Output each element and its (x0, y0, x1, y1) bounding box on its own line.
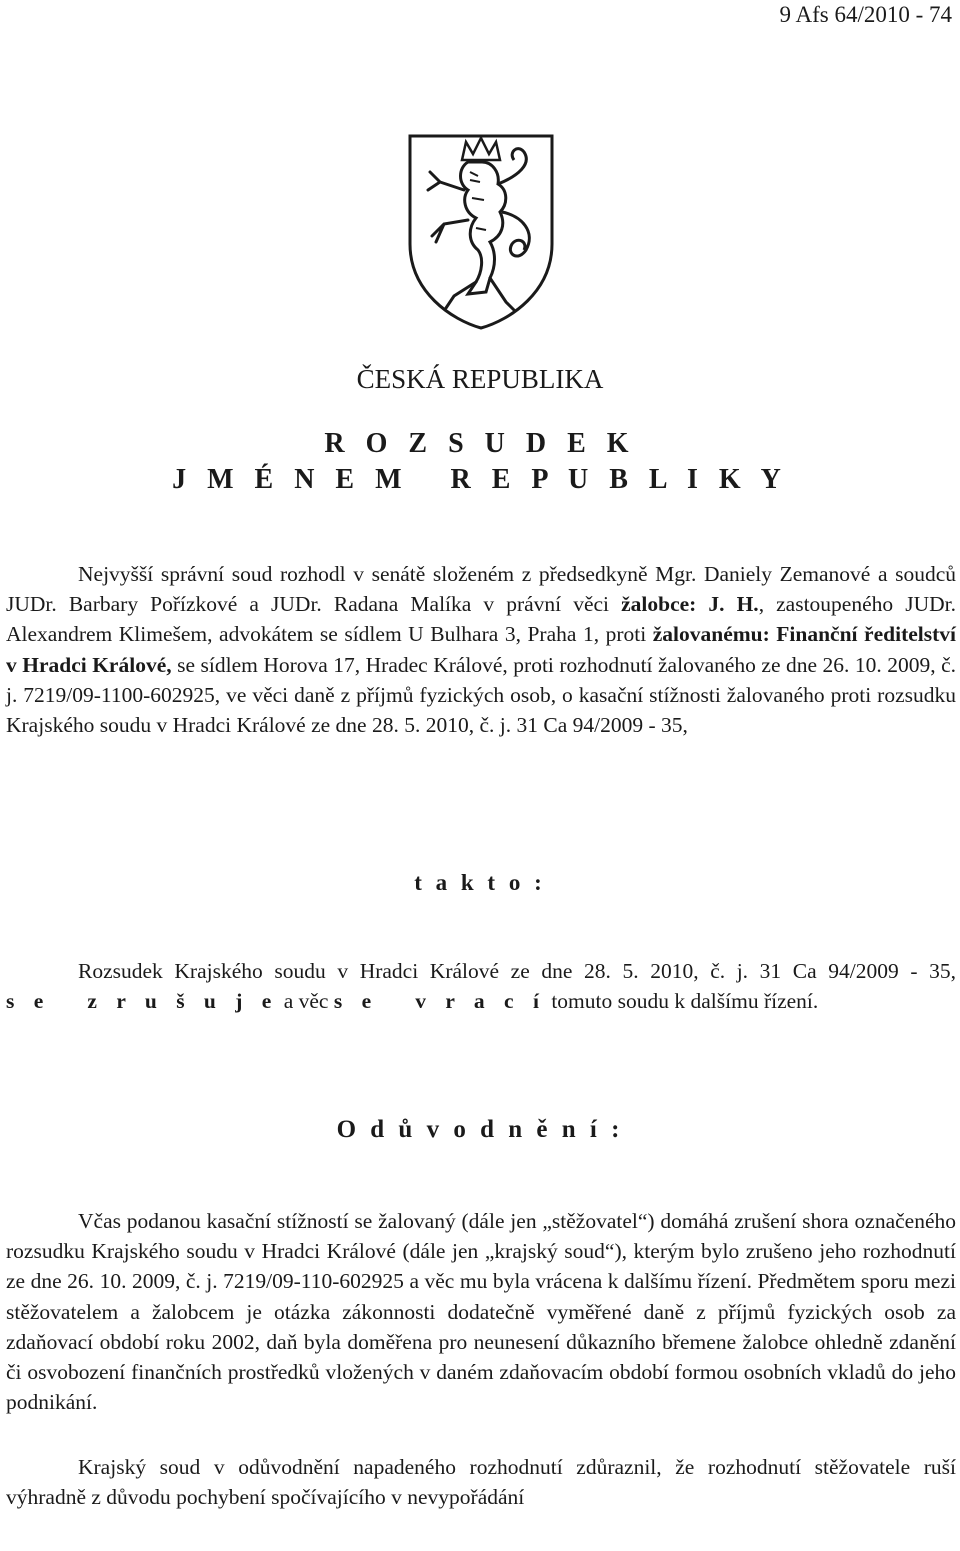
intro-text-2: , zastoupeného JUDr. Alexandrem Klimešem, advokátem se sídlem U Bulhara 3, Praha 1, proti (6, 592, 956, 647)
case-number: 9 Afs 64/2010 - 74 (779, 2, 952, 27)
verdict-paragraph (6, 956, 956, 1016)
judgment-title: R O Z S U D E K (324, 428, 636, 459)
reasoning-paragraph-2: Krajský soud v odůvodnění napadeného rozhodnutí zdůraznil, že rozhodnutí stěžovatele ruší výhradně z důvodu pochybení spočívajícího v nevypořádání (6, 1455, 956, 1510)
verdict-vraci: s e v r a c í (333, 989, 546, 1014)
judgment-subtitle: J M É N E M R E P U B L I K Y (172, 464, 788, 495)
intro-text-3: se sídlem Horova 17, Hradec Králové, proti rozhodnutí žalovaného ze dne 26. 10. 2009, č. j. 7219/09-1100-602925, ve věci daně z příjmů fyzických osob, o kasační stížnosti žalovaného proti rozsudku Krajského soudu v Hradci Králové ze dne 28. 5. 2010, č. j. 31 Ca 94/2009 - 35, (6, 652, 956, 738)
verdict-zrusuje: s e z r u š u j e (6, 989, 279, 1014)
verdict-text-1: Rozsudek Krajského soudu v Hradci Králové ze dne 28. 5. 2010, č. j. 31 Ca 94/2009 - 35, (78, 959, 956, 983)
verdict-text-3: tomuto soudu k dalšímu řízení. (545, 989, 819, 1014)
verdict-text-2: a věc (278, 989, 334, 1014)
czech-lion-coat-of-arms-icon (406, 132, 556, 332)
country-heading: ČESKÁ REPUBLIKA (356, 364, 604, 394)
reasoning-heading: O d ů v o d n ě n í : (336, 1116, 624, 1143)
defendant-label: žalovanému: Finanční ředitelství v Hradci Králové, (6, 622, 956, 677)
plaintiff-label: žalobce: J. H. (621, 592, 759, 617)
intro-text-1: Nejvyšší správní soud rozhodl v senátě složeném z předsedkyně Mgr. Daniely Zemanové a soudců JUDr. Barbary Pořízkové a JUDr. Radana Malíka v právní věci (6, 562, 956, 617)
takto-heading: t a k t o : (414, 870, 546, 895)
intro-paragraph (6, 559, 956, 740)
reasoning-paragraph-1: Včas podanou kasační stížností se žalovaný (dále jen „stěžovatel“) domáhá zrušení shora označeného rozsudku Krajského soudu v Hradci Králové (dále jen „krajský soud“), kterým bylo zrušeno jeho rozhodnutí ze dne 26. 10. 2009, č. j. 7219/09-110-602925 a věc mu byla vrácena k dalšímu řízení. Předmětem sporu mezi stěžovatelem a žalobcem je otázka zákonnosti dodatečně vyměřené daně z příjmů fyzických osob za zdaňovací období roku 2002, daň byla doměřena pro neunesení důkazního břemene žalobce ohledně zdanění či osvobození finančních prostředků vložených v daném zdaňovacím období formou osobních vkladů do jeho podnikání. (6, 1209, 956, 1415)
